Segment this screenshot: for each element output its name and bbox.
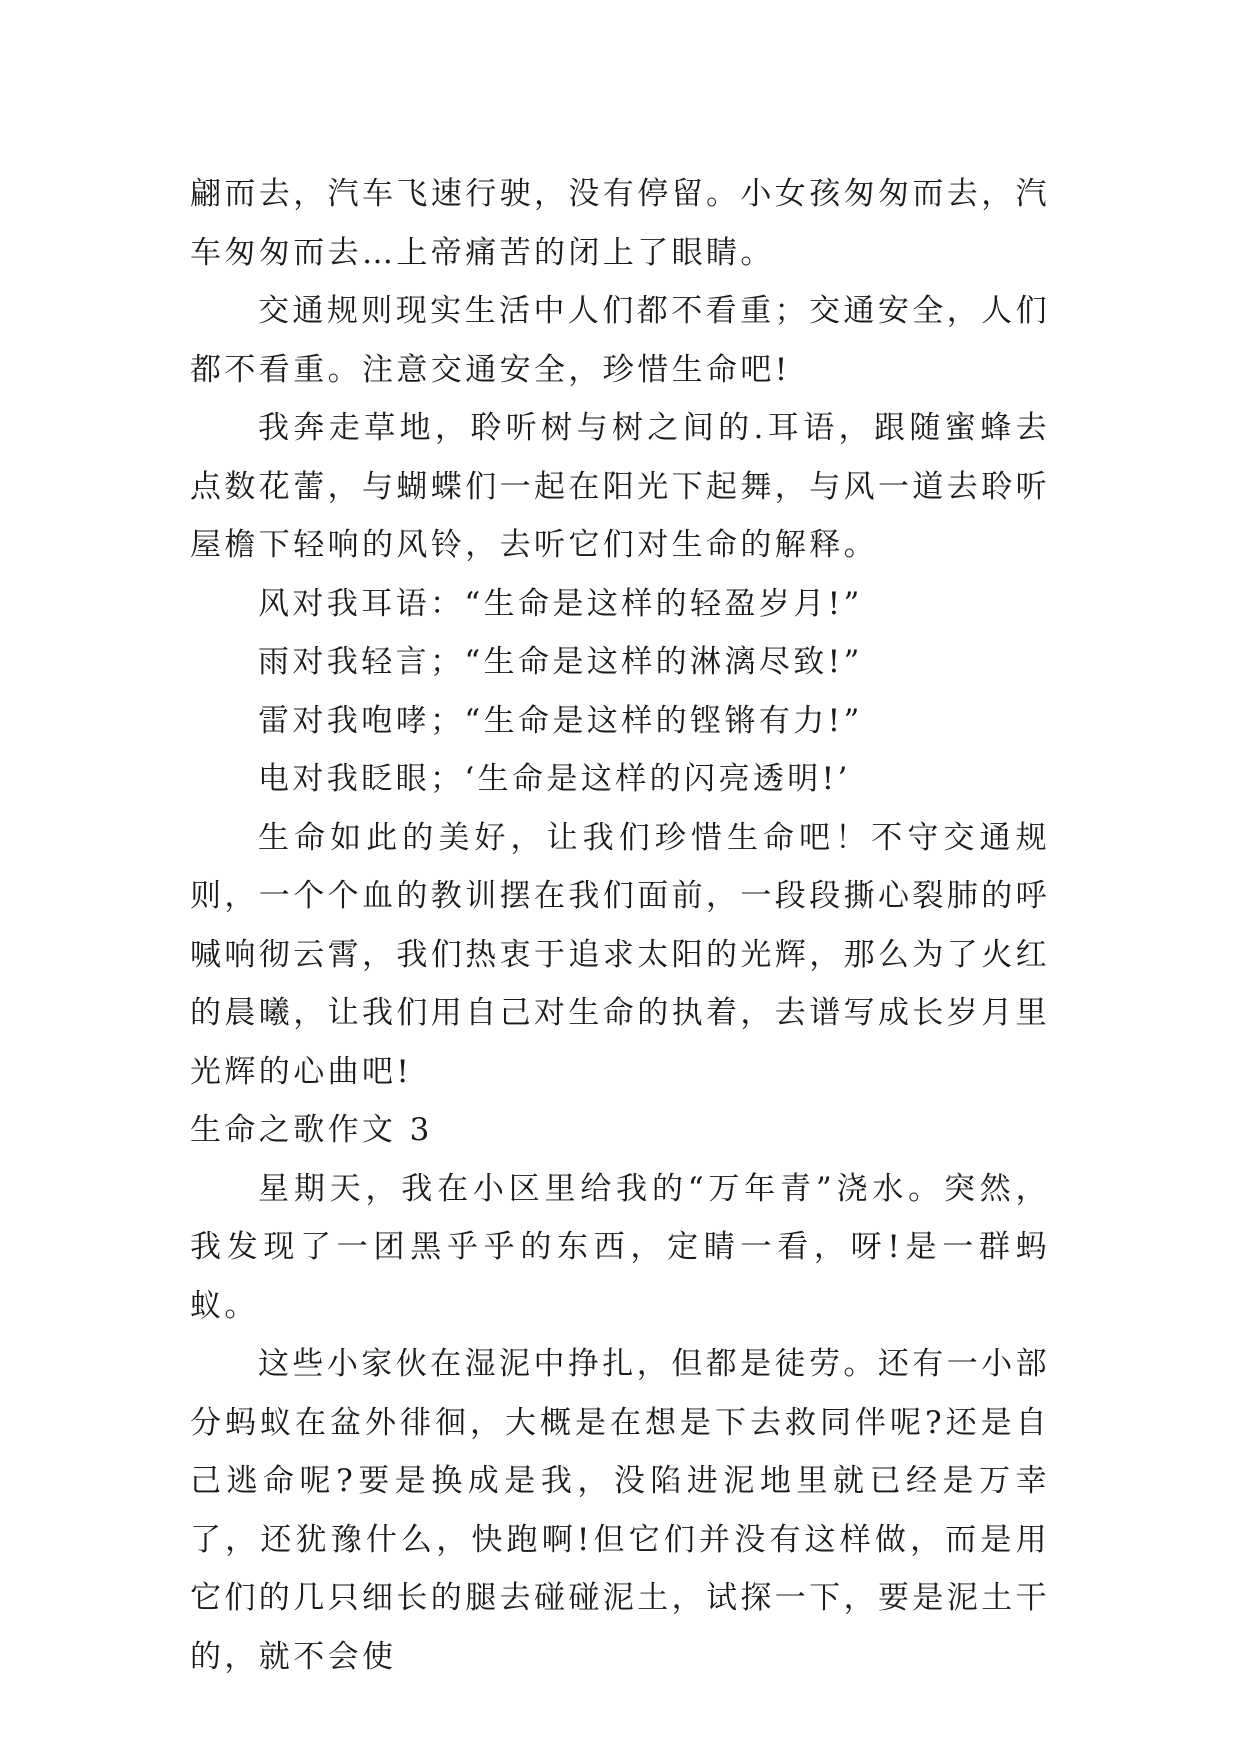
paragraph-conclusion: 生命如此的美好，让我们珍惜生命吧！不守交通规则，一个个血的教训摆在我们面前，一段段撕心裂肺的呼喊响彻云霄，我们热衷于追求太阳的光辉，那么为了火红的晨曦，让我们用自己对生命的执着，去谱写成长岁月里光辉的心曲吧! — [190, 819, 1050, 1090]
paragraph-lightning: 电对我眨眼；‘生命是这样的闪亮透明!’ — [258, 761, 851, 797]
paragraph-ants: 这些小家伙在湿泥中挣扎，但都是徒劳。还有一小部分蚂蚁在盆外徘徊，大概是在想是下去救同伴呢?还是自己逃命呢?要是换成是我，没陷进泥地里就已经是万幸了，还犹豫什么，快跑啊!但它们并没有这样做，而是用它们的几只细长的腿去碰碰泥土，试探一下，要是泥土干的，就不会使 — [190, 1346, 1050, 1675]
paragraph-continuation: 翩而去，汽车飞速行驶，没有停留。小女孩匆匆而去，汽车匆匆而去…上帝痛苦的闭上了眼睛。 — [190, 176, 1050, 271]
paragraph-sunday: 星期天，我在小区里给我的“万年青”浇水。突然，我发现了一团黑乎乎的东西，定睛一看，呀!是一群蚂蚁。 — [190, 1170, 1050, 1324]
paragraph-rain: 雨对我轻言；“生命是这样的淋漓尽致!” — [258, 644, 863, 680]
document-page — [190, 165, 1050, 1686]
paragraph-thunder: 雷对我咆哮；“生命是这样的铿锵有力!” — [258, 702, 863, 739]
paragraph-meadow: 我奔走草地，聆听树与树之间的.耳语，跟随蜜蜂去点数花蕾，与蝴蝶们一起在阳光下起舞，与风一道去聆听屋檐下轻响的风铃，去听它们对生命的解释。 — [190, 410, 1050, 563]
paragraph-traffic-rules: 交通规则现实生活中人们都不看重；交通安全，人们都不看重。注意交通安全，珍惜生命吧! — [190, 293, 1050, 388]
paragraph-wind: 风对我耳语：“生命是这样的轻盈岁月!” — [258, 585, 863, 622]
section-heading: 生命之歌作文 3 — [190, 1112, 433, 1148]
